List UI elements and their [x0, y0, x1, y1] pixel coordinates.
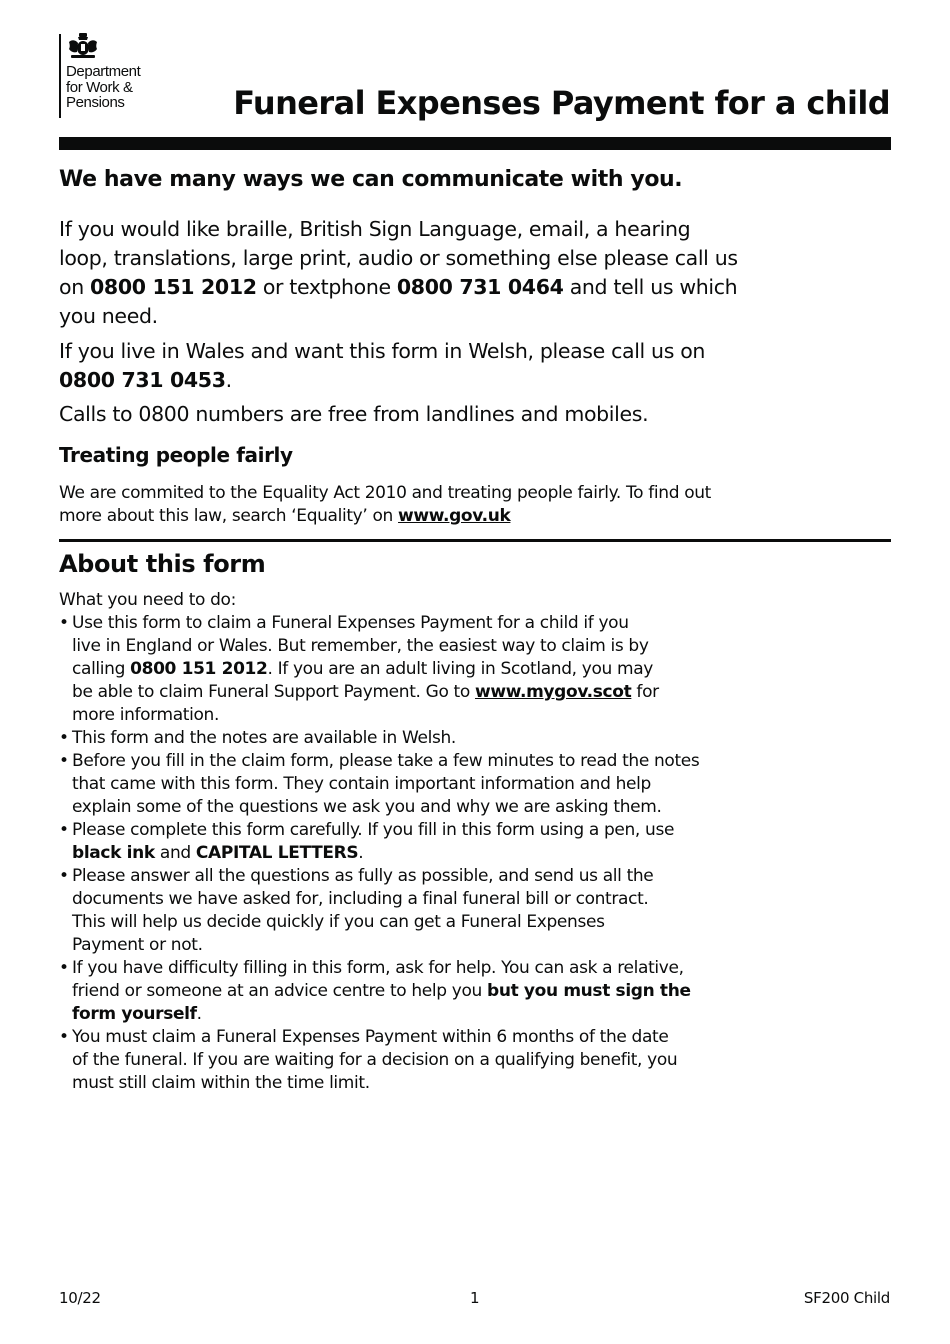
about-intro: What you need to do:: [59, 590, 236, 610]
bold-text: form yourself: [72, 1004, 197, 1024]
text-fragment: be able to claim Funeral Support Payment. Go to: [72, 682, 475, 702]
text-fragment: and tell us which: [563, 275, 738, 299]
text-line: live in England or Wales. But remember, the easiest way to claim is by: [72, 636, 649, 656]
text-line: • Please complete this form carefully. If you fill in this form using a pen, use: [72, 820, 675, 840]
list-item: [59, 1026, 699, 1095]
text-line: you need.: [59, 304, 158, 328]
text-line: • Please answer all the questions as fully as possible, and send us all the: [72, 866, 654, 886]
text-line: documents we have asked for, including a final funeral bill or contract.: [72, 889, 649, 909]
phone-number: 0800 151 2012: [90, 275, 257, 299]
list-item: [59, 957, 699, 1026]
text-line: of the funeral. If you are waiting for a decision on a qualifying benefit, you: [72, 1050, 678, 1070]
textphone-number: 0800 731 0464: [396, 275, 564, 299]
bold-text: but you must sign the: [487, 981, 691, 1001]
text-line: that came with this form. They contain important information and help: [72, 774, 651, 794]
gov-uk-link[interactable]: www.gov.uk: [398, 506, 511, 526]
list-item: [59, 819, 699, 865]
equality-paragraph: [59, 482, 711, 528]
text-line: • Use this form to claim a Funeral Expenses Payment for a child if you: [72, 613, 629, 633]
text-line: [59, 273, 738, 302]
accessibility-paragraph: [59, 215, 738, 331]
list-item: [59, 865, 699, 957]
text-line: We are commited to the Equality Act 2010 and treating people fairly. To find out: [59, 483, 712, 503]
text-line: If you would like braille, British Sign Language, email, a hearing: [59, 217, 691, 241]
text-line: Calls to 0800 numbers are free from landlines and mobiles.: [59, 402, 649, 426]
text-line: [59, 505, 711, 528]
free-calls-paragraph: [59, 400, 648, 429]
text-fragment: .: [196, 1004, 202, 1024]
communicate-heading: We have many ways we can communicate with you.: [59, 167, 683, 192]
about-content: [59, 589, 699, 1095]
text-fragment: .: [358, 843, 364, 863]
text-fragment: for: [631, 682, 659, 702]
text-line: more information.: [72, 705, 220, 725]
text-line: This will help us decide quickly if you can get a Funeral Expenses: [72, 912, 605, 932]
bold-text: CAPITAL LETTERS: [195, 843, 359, 863]
text-line: must still claim within the time limit.: [72, 1073, 370, 1093]
logo-divider: [59, 34, 61, 118]
text-fragment: or textphone: [256, 275, 397, 299]
text-fragment: . If you are an adult living in Scotland, you may: [267, 659, 653, 679]
text-line: [72, 842, 699, 865]
treating-fairly-heading: Treating people fairly: [59, 443, 293, 467]
footer-form-code: SF200 Child: [803, 1289, 890, 1307]
text-line: • You must claim a Funeral Expenses Payment within 6 months of the date: [72, 1027, 669, 1047]
logo-line: for Work &: [66, 78, 133, 96]
mygov-scot-link[interactable]: www.mygov.scot: [474, 682, 632, 702]
logo-line: Pensions: [66, 94, 125, 111]
list-item: [59, 612, 699, 727]
text-line: [72, 658, 699, 681]
list-item: [59, 750, 699, 819]
text-fragment: on: [59, 275, 91, 299]
instructions-list: [59, 612, 699, 1095]
phone-number: 0800 151 2012: [130, 659, 268, 679]
logo-line: Department: [66, 63, 141, 80]
footer-page-number: 1: [470, 1289, 480, 1307]
text-line: explain some of the questions we ask you and why we are asking them.: [72, 797, 662, 817]
title-divider: [59, 137, 891, 150]
text-line: • If you have difficulty filling in this form, ask for help. You can ask a relative,: [72, 958, 684, 978]
royal-crest-icon: [66, 32, 100, 60]
dwp-logo-text: [66, 64, 176, 111]
text-line: [72, 681, 699, 704]
text-line: loop, translations, large print, audio or something else please call us: [59, 246, 738, 270]
welsh-paragraph: [59, 337, 705, 395]
text-line: [72, 1003, 699, 1026]
text-fragment: friend or someone at an advice centre to help you: [72, 981, 488, 1001]
text-fragment: and: [154, 843, 196, 863]
document-title: Funeral Expenses Payment for a child: [233, 84, 890, 122]
text-line: [59, 366, 705, 395]
text-line: Payment or not.: [72, 935, 203, 955]
text-fragment: calling: [72, 659, 131, 679]
text-line: • Before you fill in the claim form, please take a few minutes to read the notes: [72, 751, 700, 771]
about-heading: About this form: [59, 550, 266, 578]
bold-text: black ink: [72, 843, 155, 863]
text-line: [72, 980, 699, 1003]
footer-date: 10/22: [59, 1289, 101, 1307]
text-line: If you live in Wales and want this form in Welsh, please call us on: [59, 339, 706, 363]
section-divider: [59, 539, 891, 542]
list-item: [59, 727, 699, 750]
text-line: • This form and the notes are available in Welsh.: [72, 728, 456, 748]
text-fragment: .: [225, 368, 232, 392]
welsh-phone-number: 0800 731 0453: [59, 368, 226, 392]
text-fragment: more about this law, search ‘Equality’ on: [59, 506, 399, 526]
